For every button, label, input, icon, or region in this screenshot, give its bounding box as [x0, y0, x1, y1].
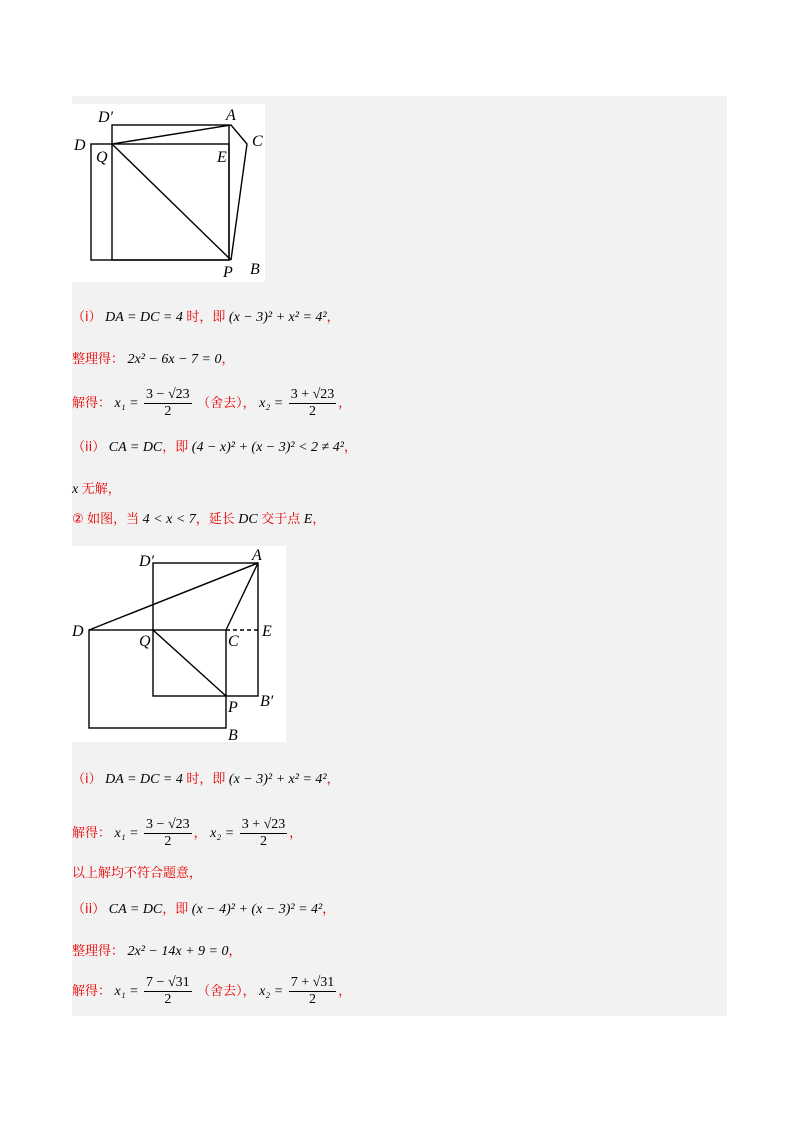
label-D-prime: D′ — [139, 553, 155, 570]
fraction-y2: $\frac{7 + √31}{2}$ — [290, 975, 335, 1008]
part2-simplify: 整理得： 2x² − 14x + 9 = 0， — [72, 944, 242, 959]
fraction-x2: $\frac{3 + √23}{2}$ — [290, 387, 335, 420]
label-E: E — [217, 149, 227, 166]
part2-case-i: （i） DA = DC = 4 时，即 (x − 3)² + x² = 4²， — [72, 772, 340, 787]
square-outer — [89, 630, 226, 728]
label-A: A — [226, 107, 236, 124]
label-E: E — [262, 623, 272, 640]
part1-case-i: （i） DA = DC = 4 时，即 (x − 3)² + x² = 4²， — [72, 310, 340, 325]
label-B: B — [250, 261, 260, 278]
part1-simplify: 整理得： 2x² − 6x − 7 = 0， — [72, 352, 235, 367]
content-panel — [72, 96, 727, 1016]
label-D: D — [74, 137, 86, 154]
label-A: A — [252, 547, 262, 564]
label-Q: Q — [139, 633, 151, 650]
label-C: C — [228, 633, 239, 650]
figure-2 — [72, 546, 286, 742]
diagonal-QP — [112, 144, 231, 260]
label-P: P — [223, 264, 233, 281]
fraction-y1: $\frac{7 - √31}{2}$ — [146, 975, 190, 1008]
label-B: B — [228, 727, 238, 742]
fraction-x1-part2: $\frac{3 - √23}{2}$ — [146, 817, 190, 850]
part2-solve-2: 解得： x₁ = $\frac{7 - √31}{2}$ （舍去）， x₂ = $\frac{7 + √31}{2}$ ， — [72, 975, 352, 1008]
label-P: P — [228, 699, 238, 716]
triangle-lines — [112, 125, 247, 260]
part2-case-ii: （ii） CA = DC，即 (x − 4)² + (x − 3)² = 4²， — [72, 902, 336, 917]
part1-no-solution: x 无解， — [72, 482, 121, 497]
figure-1-diagram — [72, 104, 265, 282]
segment-DA — [89, 563, 258, 630]
part2-solve-1: 解得： x₁ = $\frac{3 - √23}{2}$ ， x₂ = $\frac{3 + √23}{2}$ ， — [72, 817, 303, 850]
label-Q: Q — [96, 149, 108, 166]
part1-solve: 解得： x₁ = $\frac{3 - √23}{2}$ （舍去）， x₂ = $\frac{3 + √23}{2}$ ， — [72, 387, 352, 420]
label-B-prime: B′ — [260, 693, 274, 710]
part1-case-ii: （ii） CA = DC，即 (4 − x)² + (x − 3)² < 2 ≠ 4²， — [72, 440, 357, 455]
label-D: D — [72, 623, 84, 640]
figure-2-diagram — [72, 546, 286, 742]
square-rotated — [112, 125, 229, 260]
fraction-x2-part2: $\frac{3 + √23}{2}$ — [241, 817, 286, 850]
label-C: C — [252, 133, 263, 150]
fraction-x1: $\frac{3 - √23}{2}$ — [146, 387, 190, 420]
part2-reject: 以上解均不符合题意， — [72, 866, 203, 881]
figure-1 — [72, 104, 265, 282]
label-D-prime: D′ — [98, 109, 114, 126]
part2-intro: ② 如图，当 4 < x < 7，延长 DC 交于点 E， — [72, 512, 326, 527]
segment-QP — [153, 630, 226, 696]
